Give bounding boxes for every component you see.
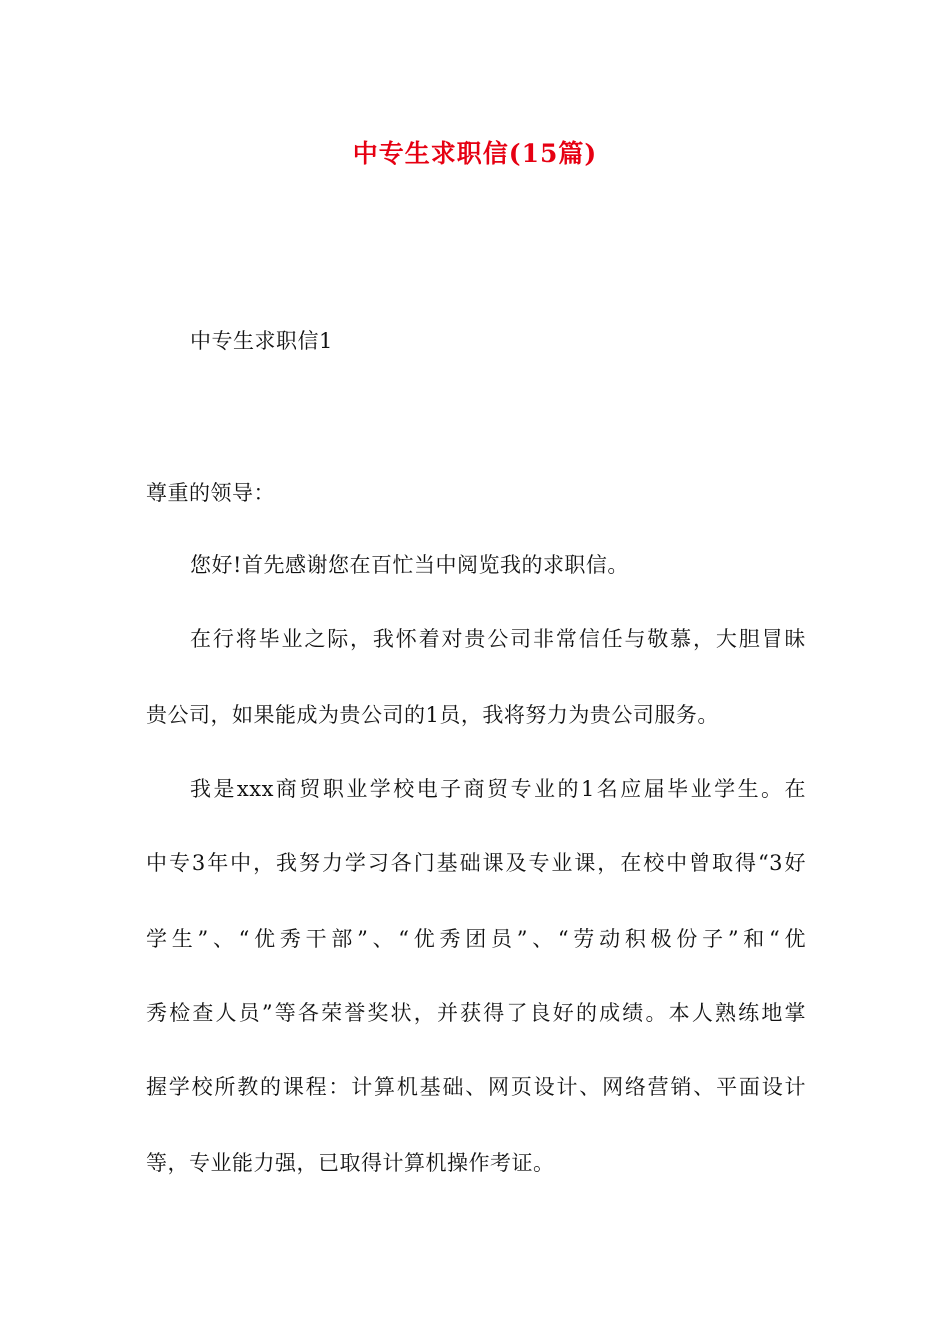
paragraph-2-line-2: 贵公司，如果能成为贵公司的1员，我将努力为贵公司服务。 <box>146 703 719 727</box>
greeting-paragraph: 您好!首先感谢您在百忙当中阅览我的求职信。 <box>190 553 629 577</box>
paragraph-3-line-2: 中专3年中，我努力学习各门基础课及专业课，在校中曾取得“3好 <box>146 851 806 875</box>
paragraph-3-line-6: 等，专业能力强，已取得计算机操作考证。 <box>146 1151 555 1175</box>
section-heading: 中专生求职信1 <box>190 329 333 353</box>
paragraph-2-line-1: 在行将毕业之际，我怀着对贵公司非常信任与敬慕，大胆冒昧 <box>190 627 806 651</box>
paragraph-3-line-4: 秀检查人员”等各荣誉奖状，并获得了良好的成绩。本人熟练地掌 <box>146 1001 806 1025</box>
paragraph-3-line-5: 握学校所教的课程：计算机基础、网页设计、网络营销、平面设计 <box>146 1075 806 1099</box>
salutation: 尊重的领导： <box>146 481 275 505</box>
paragraph-3-line-3: 学生”、“优秀干部”、“优秀团员”、“劳动积极份子”和“优 <box>146 927 806 951</box>
document-title: 中专生求职信(15篇) <box>352 139 598 168</box>
paragraph-3-line-1: 我是xxx商贸职业学校电子商贸专业的1名应届毕业学生。在 <box>190 777 806 801</box>
